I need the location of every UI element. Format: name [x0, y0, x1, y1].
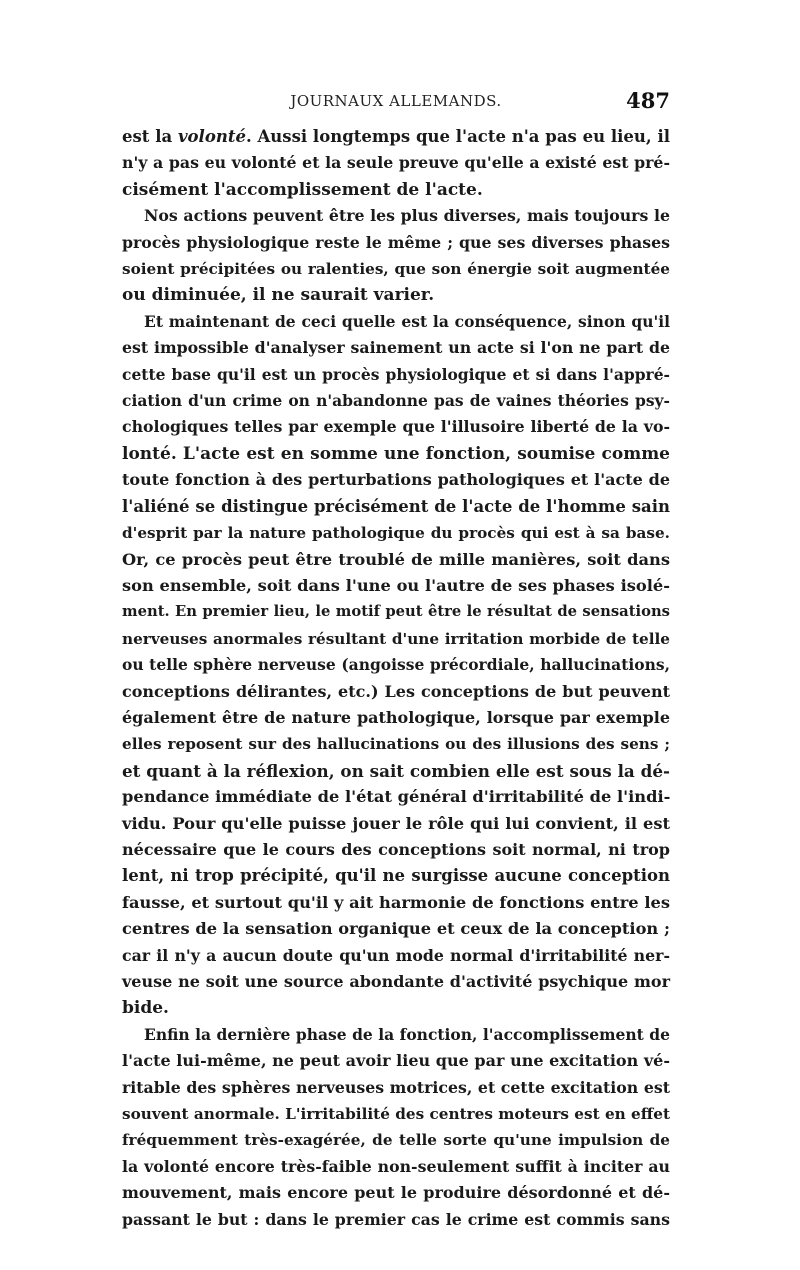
text-line: vidu. Pour qu'elle puisse jouer le rôle qui lui convient, il est	[122, 813, 670, 833]
text-line: l'aliéné se distingue précisément de l'acte de l'homme sain	[122, 496, 670, 516]
text-line: ritable des sphères nerveuses motrices, et cette excitation est	[122, 1077, 670, 1097]
text-line: Et maintenant de ceci quelle est la conséquence, sinon qu'il	[144, 311, 670, 331]
text-line: également être de nature pathologique, lorsque par exemple	[122, 707, 670, 727]
text-line: ciation d'un crime on n'abandonne pas de vaines théories psy-	[122, 391, 670, 411]
running-head	[122, 88, 670, 118]
text-line: cisément l'accomplissement de l'acte.	[122, 179, 483, 200]
running-title: JOURNAUX ALLEMANDS.	[290, 92, 502, 110]
page-number: 487	[626, 88, 670, 113]
text-line: la volonté encore très-faible non-seulement suffit à inciter au	[122, 1156, 670, 1176]
text-line: procès physiologique reste le même ; que ses diverses phases	[122, 232, 670, 252]
paragraph-1	[122, 124, 670, 203]
text-line: fréquemment très-exagérée, de telle sorte qu'une impulsion de	[122, 1131, 670, 1150]
text-line: centres de la sensation organique et ceux de la conception ;	[122, 919, 670, 939]
text-line: nerveuses anormales résultant d'une irritation morbide de telle	[122, 629, 670, 648]
text-line: toute fonction à des perturbations pathologiques et l'acte de	[122, 470, 670, 490]
text-line: est impossible d'analyser sainement un acte si l'on ne part de	[122, 338, 670, 358]
text-line: n'y a pas eu volonté et la seule preuve qu'elle a existé est pré-	[122, 153, 670, 173]
text-line: Enfin la dernière phase de la fonction, l'accomplissement de	[144, 1024, 670, 1044]
text-line: nécessaire que le cours des conceptions soit normal, ni trop	[122, 839, 670, 859]
paragraph-3	[122, 309, 670, 1022]
text-line: ou diminuée, il ne saurait varier.	[122, 285, 435, 306]
text-line: pendance immédiate de l'état général d'irritabilité de l'indi-	[122, 787, 671, 807]
text-line: fausse, et surtout qu'il y ait harmonie de fonctions entre les	[122, 892, 670, 912]
text-line: chologiques telles par exemple que l'illusoire liberté de la vo-	[122, 417, 670, 437]
text-line: Nos actions peuvent être les plus diverses, mais toujours le	[144, 206, 670, 226]
text-line: bide.	[122, 998, 169, 1019]
text-line: Or, ce procès peut être troublé de mille manières, soit dans	[122, 549, 670, 569]
text-line: conceptions délirantes, etc.) Les conceptions de but peuvent	[122, 681, 670, 701]
text-line: passant le but : dans le premier cas le crime est commis sans	[122, 1209, 670, 1229]
text-line: ment. En premier lieu, le motif peut être le résultat de sensations	[122, 603, 670, 621]
text-line: elles reposent sur des hallucinations ou des illusions des sens ;	[122, 735, 670, 754]
text-line: l'acte lui-même, ne peut avoir lieu que par une excitation vé-	[122, 1051, 670, 1071]
text-line: mouvement, mais encore peut le produire désordonné et dé-	[122, 1183, 670, 1203]
text-line: car il n'y a aucun doute qu'un mode normal d'irritabilité ner-	[122, 945, 670, 965]
text-line: souvent anormale. L'irritabilité des centres moteurs est en effet	[122, 1105, 671, 1124]
text-line: lonté. L'acte est en somme une fonction, soumise comme	[122, 443, 670, 464]
text-line: ou telle sphère nerveuse (angoisse précordiale, hallucinations,	[122, 655, 670, 675]
text-line: son ensemble, soit dans l'une ou l'autre de ses phases isolé-	[122, 575, 670, 595]
paragraph-4	[122, 1022, 670, 1233]
body-text	[122, 124, 670, 1233]
text-line: d'esprit par la nature pathologique du procès qui est à sa base.	[122, 524, 670, 543]
paragraph-2	[122, 203, 670, 309]
text-line: lent, ni trop précipité, qu'il ne surgisse aucune conception	[122, 866, 670, 886]
text-line: veuse ne soit une source abondante d'activité psychique mor	[122, 972, 670, 991]
text-line: est la volonté. Aussi longtemps que l'acte n'a pas eu lieu, il	[122, 127, 670, 146]
text-line: cette base qu'il est un procès physiologique et si dans l'appré-	[122, 364, 670, 384]
text-line: soient précipitées ou ralenties, que son énergie soit augmentée	[122, 260, 670, 279]
text-line: et quant à la réflexion, on sait combien elle est sous la dé-	[122, 760, 670, 781]
